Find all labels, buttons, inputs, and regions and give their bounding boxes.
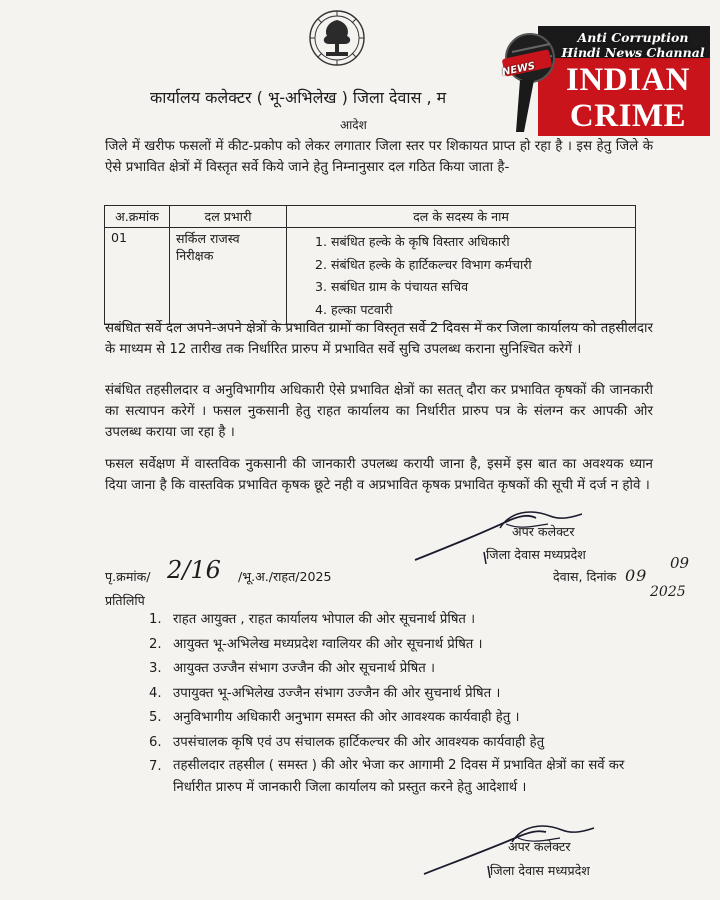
copy-heading: प्रतिलिपि [105,593,145,608]
list-item [105,731,645,756]
signatory-title: अपर कलेक्टर [512,524,575,539]
list-number: 3. [149,661,162,676]
list-text: राहत आयुक्त , राहत कार्यालय भोपाल की ओर सूचनार्थ प्रेषित । [173,612,476,627]
reference-suffix: /भू.अ./राहत/2025 [238,569,332,584]
paragraph-instructions: फसल सर्वेक्षण में वास्तविक नुकसानी की जानकारी उपलब्ध करायी जाना है, इसमें इस बात का अवश्यक ध्यान दिया जाना है कि वास्तविक प्रभावित कृषक छूटे नही व अप्रभावित कृषक प्रभावित कृषकों की सूची में दर्ज न होवे । [105,457,653,493]
date-day: 09 [625,566,648,585]
date-month: 09 [670,554,690,572]
list-text: उपायुक्त भू-अभिलेख उज्जैन संभाग उज्जैन की ओर सुचनार्थ प्रेषित । [173,685,501,701]
state-emblem-icon [308,8,366,70]
list-item [105,755,645,799]
reference-prefix: पृ.क्रमांक/ [105,569,151,584]
list-text: अनुविभागीय अधिकारी अनुभाग समस्त की ओर आवश्यक कार्यवाही हेतु । [173,710,520,725]
list-number: 6. [149,734,162,750]
table-row [105,228,636,325]
list-item [105,608,645,633]
logo-line-1: Anti Corruption [577,30,689,45]
list-text: आयुक्त उज्जैन संभाग उज्जैन की ओर सूचनार्थ प्रेषित । [173,661,435,676]
list-number: 5. [149,710,162,725]
survey-team-table [104,205,636,325]
place-date-label: देवास, दिनांक [553,569,617,584]
logo-line-2: Hindi News Channal [561,45,705,60]
list-text: उपसंचालक कृषि एवं उप संचालक हार्टिकल्चर की ओर आवश्यक कार्यवाही हेतु [173,734,545,750]
cell-serial: 01 [105,228,170,325]
paragraph-survey: सबंधित सर्वे दल अपने-अपने क्षेत्रों के प्रभावित ग्रामों का विस्तृत सर्वे 2 दिवस में कर जिला कार्यालय को तहसीलदार के माध्यम से 12 तारीख तक निर्धारित प्रारुप में प्रभावित सर्वे सुचि उपलब्ध कराना सुनिश्चित करेगें । [105,321,653,357]
list-number: 4. [149,685,162,701]
list-item [105,706,645,731]
list-item [105,633,645,658]
list-item [105,657,645,682]
header-incharge: दल प्रभारी [170,206,287,228]
order-title: आदेश [340,118,367,132]
header-members: दल के सदस्य के नाम [287,206,636,228]
cell-incharge: सर्किल राजस्व निरीक्षक [170,228,287,325]
list-text: तहसीलदार तहसील ( समस्त ) की ओर भेजा कर आगामी 2 दिवस में प्रभावित क्षेत्रों का सर्वे कर निर्धारीत प्रारुप में जानकारी जिला कार्यालय को प्रस्तुत करने हेतु आदेशार्थ । [173,758,625,795]
news-channel-logo [498,14,712,138]
logo-line-4: CRIME [569,98,687,134]
logo-wordmark [546,62,710,134]
list-number: 7. [149,759,162,774]
member-item: 4. हल्का पटवारी [315,301,393,317]
office-title: कार्यालय कलेक्टर ( भू-अभिलेख ) जिला देवास , म [150,88,447,107]
logo-line-3: INDIAN [565,62,690,98]
header-serial: अ.क्रमांक [105,206,170,228]
signatory-title: अपर कलेक्टर [508,839,571,854]
signatory-place: जिला देवास मध्यप्रदेश [486,547,586,562]
copy-list [105,608,645,799]
member-item: 1. सबंधित हल्के के कृषि विस्तार अधिकारी [315,234,510,249]
signatory-place: जिला देवास मध्यप्रदेश [490,863,590,878]
list-item [105,682,645,707]
logo-tagline [558,30,708,60]
paragraph-verification: संबंधित तहसीलदार व अनुविभागीय अधिकारी ऐसे प्रभावित क्षेत्रों का सतत् दौरा कर प्रभावित कृषकों की जानकारी का सत्यापन करेगें । फसल नुकसानी हेतु राहत कार्यालय का निर्धारीत प्रारुप पत्र के संलग्न कर आपकी ओर उपलब्ध कराया जा रहा है । [105,383,653,440]
member-item: 2. संबंधित हल्के के हार्टिकल्चर विभाग कर्मचारी [315,256,532,272]
reference-number: 2/16 [167,556,221,584]
list-number: 2. [149,636,162,652]
cell-members [287,228,636,325]
date-year: 2025 [650,584,686,600]
paragraph-intro: जिले में खरीफ फसलों में कीट-प्रकोप को लेकर लगातार जिला स्तर पर शिकायत प्राप्त हो रहा है । इस हेतु जिले के ऐसे प्रभावित क्षेत्रों में विस्तृत सर्वे किये जाने हेतु निम्नानुसार दल गठित किया जाता है- [105,139,653,175]
logo-badge: NEWS [501,60,537,79]
list-text: आयुक्त भू-अभिलेख मध्यप्रदेश ग्वालियर की ओर सूचनार्थ प्रेषित । [173,636,483,652]
member-item: 3. सबंधित ग्राम के पंचायत सचिव [315,279,469,294]
table-header-row [105,206,636,228]
list-number: 1. [149,612,162,627]
